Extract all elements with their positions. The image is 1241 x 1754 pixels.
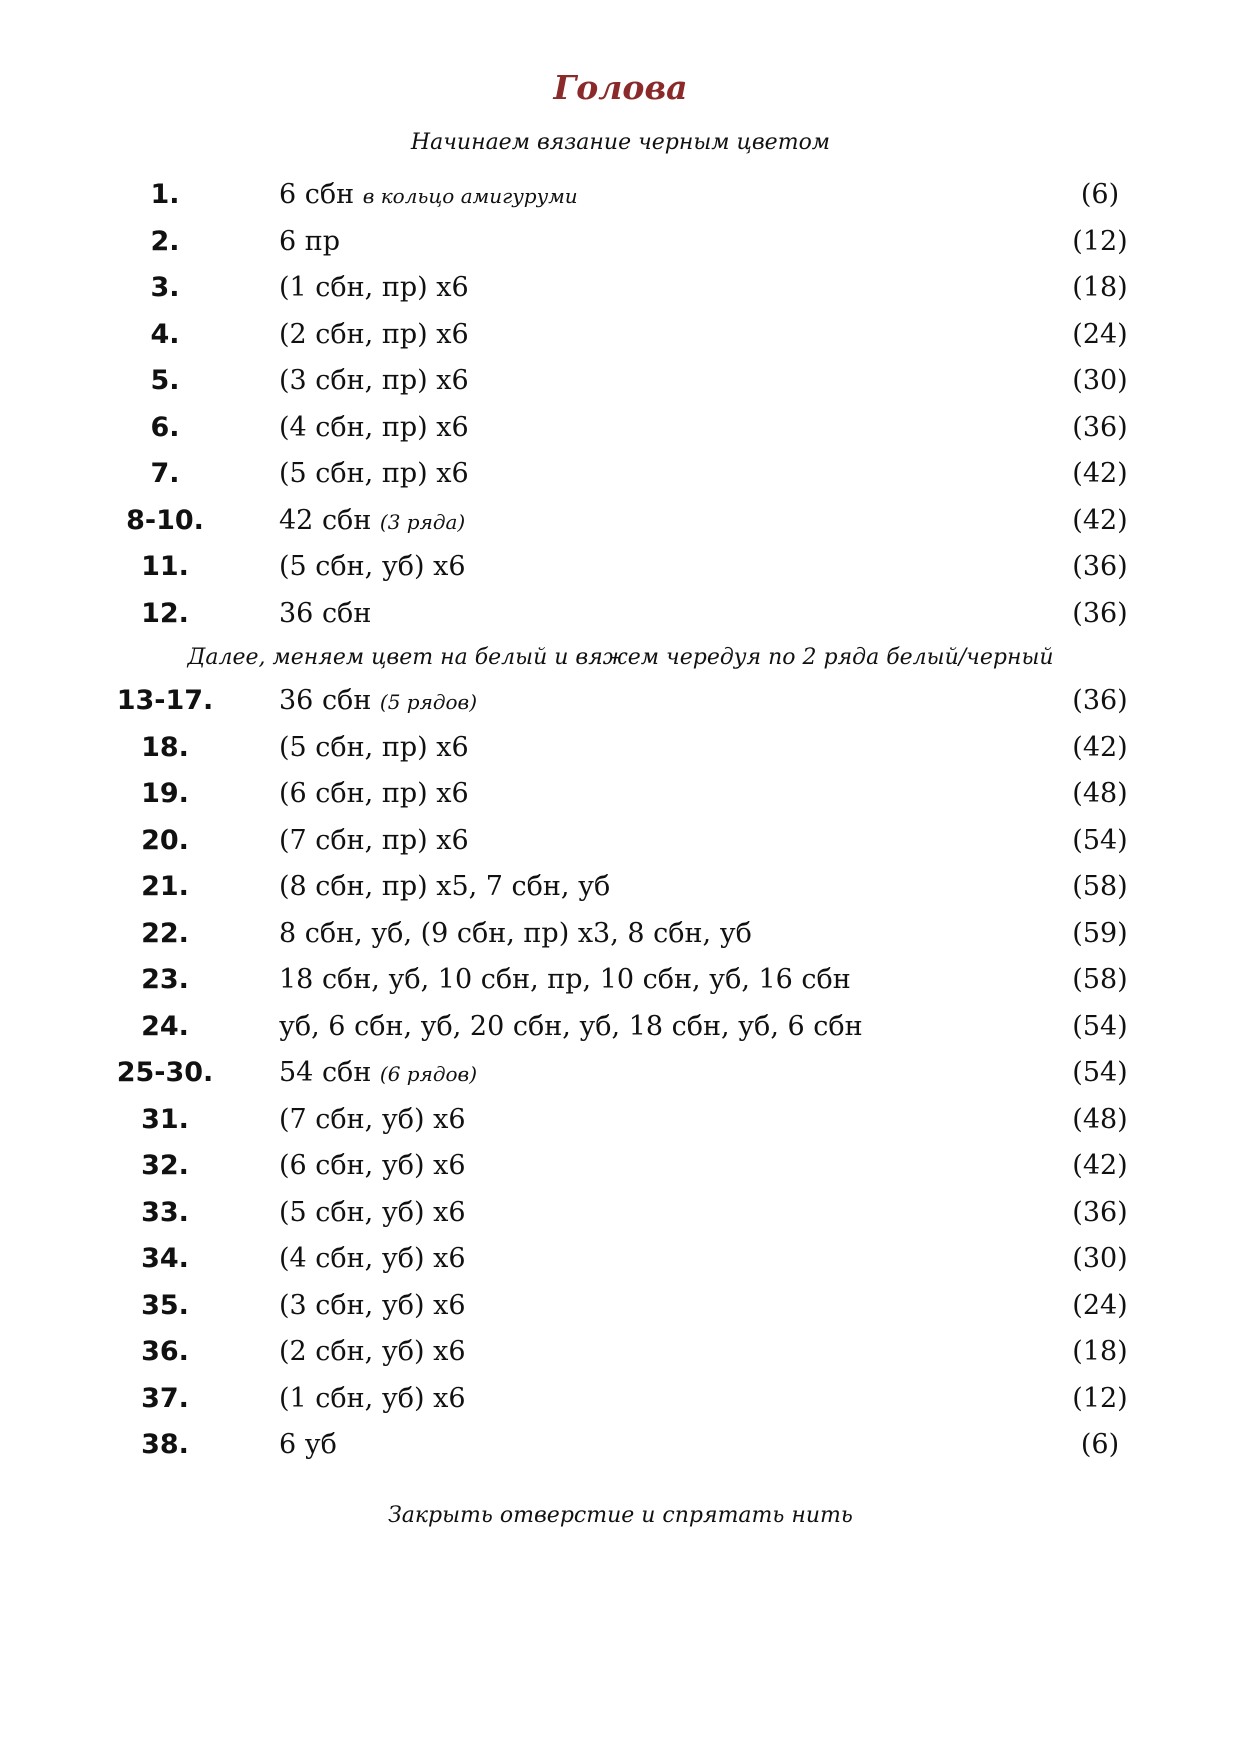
row-number: 12.	[141, 597, 189, 629]
stitch-count: (30)	[1072, 365, 1128, 396]
instruction-text: 6 уб	[279, 1429, 337, 1460]
stitch-count: (54)	[1072, 824, 1128, 856]
pattern-row	[0, 678, 1241, 724]
stitch-count: (42)	[1072, 731, 1128, 763]
instruction-text: (6 сбн, уб) х6	[279, 1150, 466, 1181]
stitch-count: (36)	[1072, 1196, 1128, 1228]
row-number: 35.	[141, 1289, 189, 1321]
row-instruction	[279, 591, 371, 637]
pattern-row	[0, 1050, 1241, 1096]
instruction-text: (2 сбн, пр) х6	[279, 318, 469, 350]
pattern-row	[0, 1422, 1241, 1468]
row-number: 20.	[141, 824, 189, 856]
pattern-row	[0, 957, 1241, 1003]
row-instruction	[279, 725, 469, 771]
pattern-row	[0, 405, 1241, 451]
instruction-text: (5 сбн, уб) х6	[279, 1196, 466, 1228]
row-number: 22.	[141, 917, 189, 949]
row-instruction	[279, 219, 340, 265]
instruction-text: 36 сбн	[279, 597, 372, 629]
instruction-text: (3 сбн, пр) х6	[279, 365, 469, 396]
instruction-text: (5 сбн, уб) х6	[279, 551, 466, 582]
row-number: 3.	[150, 272, 180, 303]
row-number: 13-17.	[116, 685, 214, 716]
pattern-row	[0, 1097, 1241, 1143]
row-instruction	[279, 911, 752, 957]
pattern-row	[0, 591, 1241, 637]
row-instruction	[279, 172, 578, 219]
row-instruction	[279, 1097, 466, 1143]
row-instruction	[279, 1236, 466, 1282]
stitch-count: (42)	[1072, 458, 1128, 489]
row-number: 8-10.	[126, 504, 204, 536]
stitch-count: (12)	[1072, 1382, 1128, 1414]
pattern-row	[0, 265, 1241, 311]
instruction-text: (3 сбн, уб) х6	[279, 1289, 466, 1321]
pattern-row	[0, 818, 1241, 864]
stitch-count: (54)	[1072, 1010, 1128, 1042]
pattern-row	[0, 1190, 1241, 1236]
pattern-row	[0, 1004, 1241, 1050]
row-instruction	[279, 1190, 466, 1236]
row-number: 2.	[150, 225, 180, 257]
page-title: Голова	[553, 68, 688, 107]
stitch-count: (42)	[1072, 1150, 1128, 1181]
instruction-text: (1 сбн, уб) х6	[279, 1382, 466, 1414]
stitch-count: (24)	[1072, 318, 1128, 350]
row-number: 7.	[150, 458, 180, 489]
instruction-text: (7 сбн, уб) х6	[279, 1103, 466, 1135]
row-instruction	[279, 1422, 337, 1468]
instruction-text: 18 сбн, уб, 10 сбн, пр, 10 сбн, уб, 16 сбн	[279, 964, 851, 995]
instruction-text: (5 сбн, пр) х6	[279, 731, 469, 763]
row-number: 33.	[141, 1196, 189, 1228]
stitch-count: (18)	[1072, 1336, 1128, 1367]
row-instruction	[279, 358, 469, 404]
row-instruction	[279, 678, 477, 725]
instruction-text: (7 сбн, пр) х6	[279, 824, 469, 856]
instruction-text: (8 сбн, пр) х5, 7 сбн, уб	[279, 871, 611, 902]
instruction-text: 42 сбн	[279, 504, 372, 536]
row-instruction	[279, 1283, 466, 1329]
pattern-row	[0, 1329, 1241, 1375]
pattern-row	[0, 771, 1241, 817]
row-instruction	[279, 864, 610, 910]
row-number: 6.	[150, 411, 180, 443]
row-number: 38.	[141, 1429, 189, 1460]
instruction-text: 6 сбн	[279, 179, 355, 210]
stitch-count: (48)	[1072, 1103, 1128, 1135]
stitch-count: (18)	[1072, 272, 1128, 303]
stitch-count: (36)	[1072, 597, 1128, 629]
intro-note: Начинаем вязание черным цветом	[410, 130, 831, 155]
stitch-count: (24)	[1072, 1289, 1128, 1321]
pattern-row	[0, 172, 1241, 218]
instruction-text: (4 сбн, уб) х6	[279, 1243, 466, 1274]
stitch-count: (58)	[1072, 964, 1128, 995]
row-instruction	[279, 1143, 466, 1189]
pattern-row	[0, 451, 1241, 497]
stitch-count: (58)	[1072, 871, 1128, 902]
stitch-count: (30)	[1072, 1243, 1128, 1274]
row-number: 18.	[141, 731, 189, 763]
stitch-count: (6)	[1080, 1429, 1120, 1460]
instruction-text: (4 сбн, пр) х6	[279, 411, 469, 443]
row-instruction	[279, 1376, 466, 1422]
row-number: 5.	[150, 365, 180, 396]
row-number: 1.	[150, 179, 180, 210]
row-instruction	[279, 818, 469, 864]
instruction-note: (3 ряда)	[379, 509, 466, 534]
stitch-count: (36)	[1072, 551, 1128, 582]
pattern-row	[0, 312, 1241, 358]
pattern-row	[0, 1376, 1241, 1422]
row-instruction	[279, 957, 851, 1003]
instruction-text: (6 сбн, пр) х6	[279, 778, 469, 809]
row-instruction	[279, 544, 466, 590]
pattern-row	[0, 725, 1241, 771]
instruction-text: 36 сбн	[279, 685, 372, 716]
row-number: 11.	[141, 551, 189, 582]
row-instruction	[279, 451, 469, 497]
row-number: 36.	[141, 1336, 189, 1367]
row-instruction	[279, 498, 465, 545]
instruction-text: (5 сбн, пр) х6	[279, 458, 469, 489]
stitch-count: (12)	[1072, 225, 1128, 257]
row-instruction	[279, 1004, 863, 1050]
pattern-row	[0, 864, 1241, 910]
row-instruction	[279, 405, 469, 451]
stitch-count: (36)	[1072, 411, 1128, 443]
stitch-count: (48)	[1072, 778, 1128, 809]
pattern-row	[0, 544, 1241, 590]
row-number: 19.	[141, 778, 189, 809]
closing-note: Закрыть отверстие и спрятать нить	[388, 1503, 853, 1528]
instruction-text: 6 пр	[279, 225, 341, 257]
instruction-text: уб, 6 сбн, уб, 20 сбн, уб, 18 сбн, уб, 6 сбн	[279, 1010, 863, 1042]
pattern-row	[0, 358, 1241, 404]
row-number: 24.	[141, 1010, 189, 1042]
instruction-note: (5 рядов)	[379, 690, 477, 714]
row-number: 34.	[141, 1243, 189, 1274]
stitch-count: (6)	[1080, 179, 1120, 210]
row-instruction	[279, 1329, 466, 1375]
row-number: 37.	[141, 1382, 189, 1414]
pattern-row	[0, 1236, 1241, 1282]
row-instruction	[279, 771, 469, 817]
pattern-row	[0, 1283, 1241, 1329]
row-number: 23.	[141, 964, 189, 995]
stitch-count: (54)	[1072, 1057, 1128, 1088]
stitch-count: (36)	[1072, 685, 1128, 716]
pattern-row	[0, 1143, 1241, 1189]
stitch-count: (42)	[1072, 504, 1128, 536]
row-instruction	[279, 1050, 477, 1097]
instruction-note: (6 рядов)	[379, 1062, 477, 1086]
row-number: 21.	[141, 871, 189, 902]
pattern-row	[0, 911, 1241, 957]
pattern-row	[0, 498, 1241, 544]
row-instruction	[279, 312, 469, 358]
pattern-row	[0, 219, 1241, 265]
instruction-text: (1 сбн, пр) х6	[279, 272, 469, 303]
color-change-note: Далее, меняем цвет на белый и вяжем чередуя по 2 ряда белый/черный	[187, 645, 1054, 670]
instruction-text: (2 сбн, уб) х6	[279, 1336, 466, 1367]
row-instruction	[279, 265, 469, 311]
row-number: 25-30.	[116, 1057, 214, 1088]
row-number: 32.	[141, 1150, 189, 1181]
row-number: 31.	[141, 1103, 189, 1135]
instruction-text: 8 сбн, уб, (9 сбн, пр) х3, 8 сбн, уб	[279, 917, 752, 949]
stitch-count: (59)	[1072, 917, 1128, 949]
row-number: 4.	[150, 318, 180, 350]
instruction-text: 54 сбн	[279, 1057, 372, 1088]
instruction-note: в кольцо амигуруми	[362, 184, 578, 208]
